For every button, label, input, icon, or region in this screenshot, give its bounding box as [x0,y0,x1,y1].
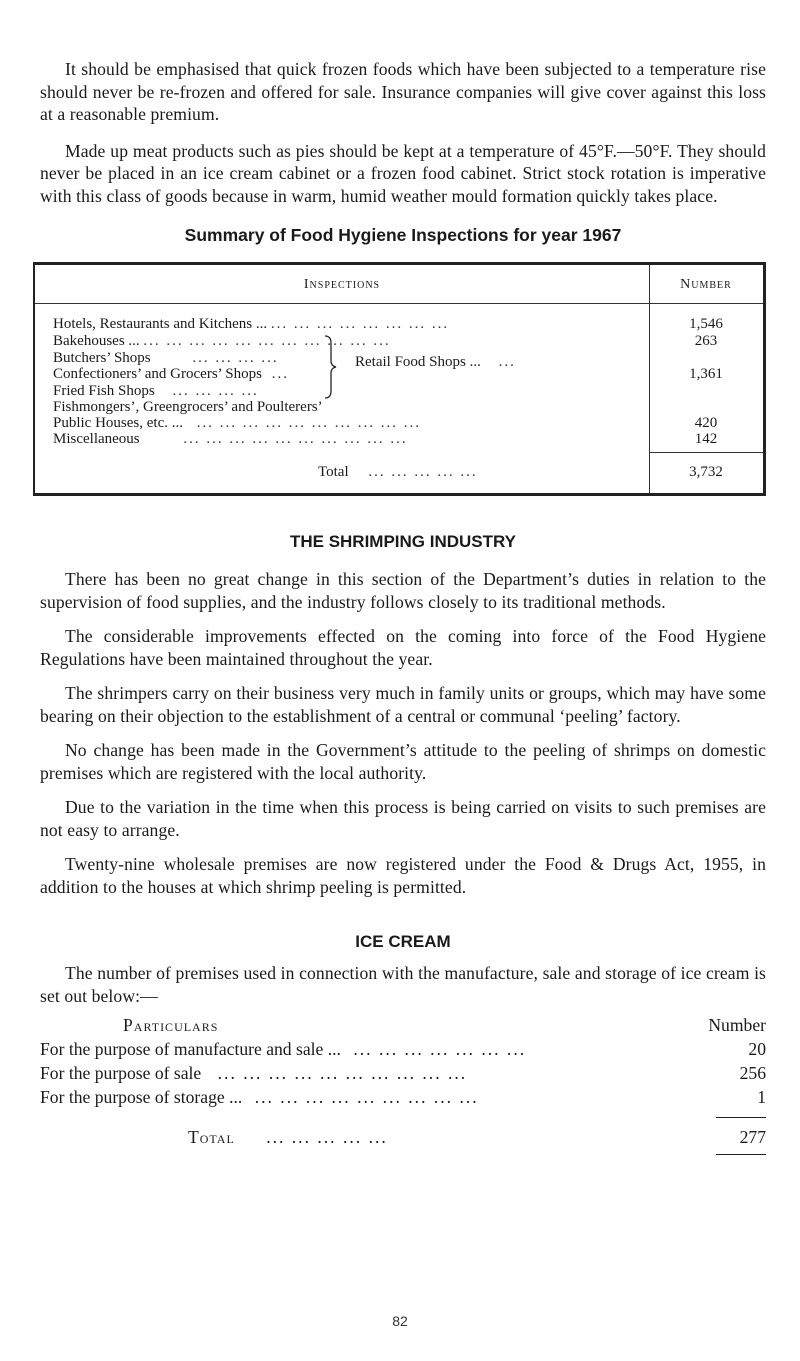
row-label: For the purpose of sale [40,1063,202,1083]
row-label: Fishmongers’, Greengrocers’ and Poulterers’ [53,399,323,415]
row-value: 1,546 [689,316,723,332]
total-value: 3,732 [689,464,723,480]
row-label: Miscellaneous [53,431,140,447]
intro-paragraph-2: Made up meat products such as pies should be kept at a temperature of 45°F.—50°F. They should never be placed in an ice cream cabinet or a frozen food cabinet. Strict stock rotation is imperative with this class of goods because in warm, humid weather mould formation quickly takes place. [40,140,766,206]
shrimping-paragraph: The shrimpers carry on their business very much in family units or groups, which may have some bearing on their objection to the establishment of a central or communal ‘peeling’ factory. [40,683,766,726]
table-row [53,415,633,431]
shrimping-heading: THE SHRIMPING INDUSTRY [289,532,517,551]
row-value: 1,361 [689,366,723,382]
total-row [318,464,478,481]
total-value: 277 [739,1127,766,1147]
total-row [188,1127,388,1148]
header-number: Number [708,1015,766,1035]
row-label: Confectioners’ and Grocers’ Shops [53,366,262,382]
shrimping-paragraph: The considerable improvements effected on the coming into force of the Food Hygiene Regulations have been maintained throughout the year. [40,626,766,669]
leader-dots: ... ... ... ... [172,383,259,399]
right-brace-icon [323,335,337,399]
total-label: Total [318,464,349,480]
leader-dots: ... ... ... ... [192,350,279,366]
table-row [53,399,633,415]
table-row [53,366,633,382]
total-rule [716,1117,766,1118]
row-label: Hotels, Restaurants and Kitchens ... [53,316,268,332]
shrimping-paragraph: No change has been made in the Government’s attitude to the peeling of shrimps on domestic premises which are registered with the local authority. [40,740,766,783]
table-row [53,350,633,366]
row-label: For the purpose of manufacture and sale ... [40,1039,341,1059]
page-number: 82 [392,1313,408,1329]
row-label: For the purpose of storage ... [40,1087,243,1107]
table-row [53,383,633,399]
leader-dots: ... [271,366,289,382]
ice-cream-intro: The number of premises used in connection with the manufacture, sale and storage of ice cream is set out below:— [40,963,766,1006]
table-row [53,333,633,349]
shrimping-paragraph: Due to the variation in the time when this process is being carried on visits to such premises are not easy to arrange. [40,797,766,840]
row-value: 256 [739,1063,766,1083]
leader-dots: ... ... ... ... ... ... ... ... ... ... [183,431,408,447]
row-label: Bakehouses ... [53,333,140,349]
header-number: Number [680,277,732,292]
row-value: 263 [694,333,718,349]
leader-dots: ... ... ... ... ... ... ... ... ... ... [196,415,421,431]
inspections-table [33,262,766,496]
row-label: Fried Fish Shops [53,383,155,399]
total-underline [716,1154,766,1155]
shrimping-paragraph: There has been no great change in this section of the Department’s duties in relation to the supervision of food supplies, and the industry follows closely to its traditional methods. [40,569,766,612]
row-label: Public Houses, etc. ... [53,415,183,431]
table-row [40,1063,467,1084]
table-row [53,316,633,332]
table-row [40,1039,526,1060]
row-value: 1 [757,1087,766,1107]
total-rule [649,452,763,453]
leader-dots: ... ... ... ... ... ... ... ... ... [254,1087,479,1107]
row-value: 142 [694,431,718,447]
table-row [53,431,633,447]
header-inspections: Inspections [303,277,381,292]
row-value: 420 [694,415,718,431]
header-particulars: Particulars [123,1015,219,1035]
row-label: Butchers’ Shops [53,350,151,366]
total-label: Total [188,1127,235,1147]
table-row [40,1087,479,1108]
group-label [355,354,516,371]
ice-cream-table [40,1015,766,1147]
document-page [40,58,766,1147]
summary-title: Summary of Food Hygiene Inspections for year 1967 [184,225,622,245]
leader-dots: ... ... ... ... ... ... ... ... ... ... [217,1063,468,1083]
leader-dots: ... ... ... ... ... ... ... [353,1039,527,1059]
group-label-text: Retail Food Shops ... [355,354,481,370]
leader-dots: ... ... ... ... ... [266,1127,388,1147]
shrimping-paragraph: Twenty-nine wholesale premises are now registered under the Food & Drugs Act, 1955, in addition to the houses at which shrimp peeling is permitted. [40,854,766,897]
row-value: 20 [748,1039,766,1059]
leader-dots: ... ... ... ... ... ... ... ... ... ... ... [143,333,391,349]
leader-dots: ... [498,354,516,370]
leader-dots: ... ... ... ... ... [368,464,478,480]
intro-paragraph-1: It should be emphasised that quick frozen foods which have been subjected to a temperature rise should never be re-frozen and offered for sale. Insurance companies will give cover against this loss at a reasonable premium. [40,59,766,124]
ice-cream-heading: ICE CREAM [355,932,451,951]
leader-dots: ... ... ... ... ... ... ... ... [270,316,450,332]
